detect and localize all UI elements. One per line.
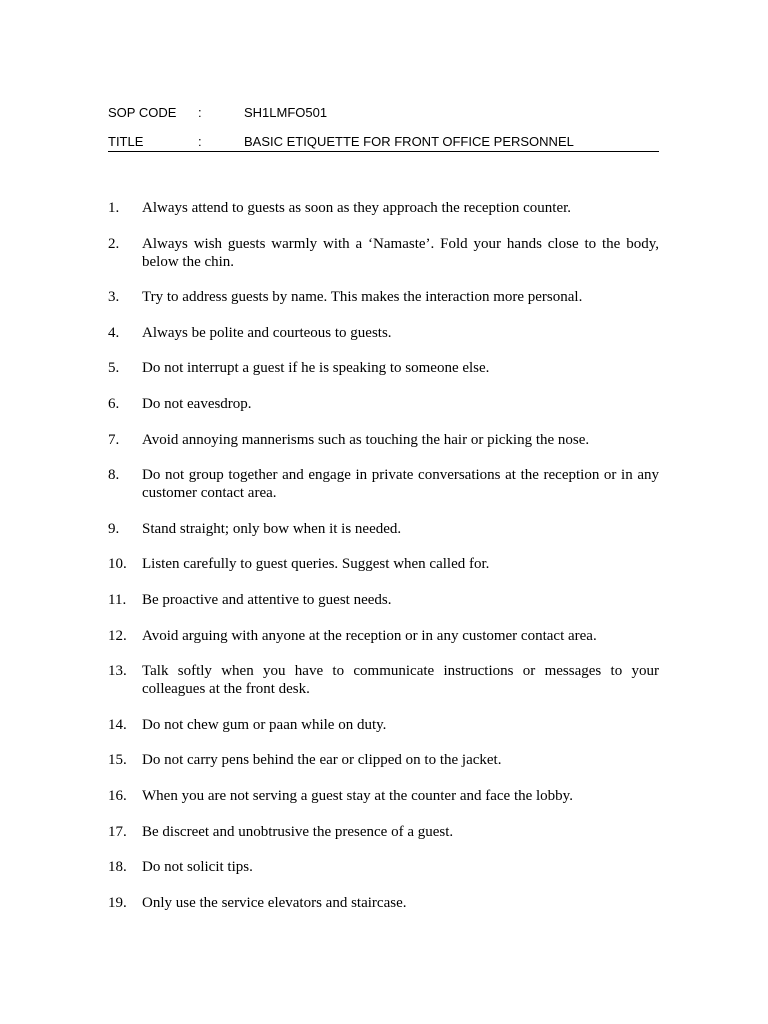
list-item xyxy=(108,894,659,912)
list-item xyxy=(108,787,659,805)
list-item xyxy=(108,359,659,377)
list-item xyxy=(108,235,659,271)
item-number: 8. xyxy=(108,467,120,484)
item-text: Be proactive and attentive to guest needs. xyxy=(142,591,392,608)
item-number: 4. xyxy=(108,324,120,341)
item-number: 5. xyxy=(108,360,120,377)
item-text: Talk softly when you have to communicate instructions or messages to your colleagues at the front desk. xyxy=(142,663,659,698)
list-item xyxy=(108,555,659,573)
list-item xyxy=(108,751,659,769)
item-text: When you are not serving a guest stay at the counter and face the lobby. xyxy=(142,787,573,804)
item-number: 15. xyxy=(108,752,127,769)
item-number: 16. xyxy=(108,787,127,804)
item-text: Always be polite and courteous to guests. xyxy=(142,324,392,341)
item-number: 17. xyxy=(108,823,127,840)
item-number: 10. xyxy=(108,556,127,573)
item-number: 14. xyxy=(108,716,127,733)
list-item xyxy=(108,324,659,342)
title-colon: : xyxy=(198,134,202,149)
item-text: Do not chew gum or paan while on duty. xyxy=(142,716,387,733)
item-number: 2. xyxy=(108,235,120,252)
item-number: 18. xyxy=(108,859,127,876)
item-text: Listen carefully to guest queries. Suggest when called for. xyxy=(142,556,490,573)
item-number: 9. xyxy=(108,520,120,537)
item-text: Be discreet and unobtrusive the presence of a guest. xyxy=(142,823,454,840)
item-text: Do not eavesdrop. xyxy=(142,395,252,412)
list-item xyxy=(108,662,659,698)
list-item xyxy=(108,199,659,217)
item-text: Try to address guests by name. This makes the interaction more personal. xyxy=(142,289,583,306)
list-item xyxy=(108,288,659,306)
title-row xyxy=(108,133,659,150)
item-text: Do not solicit tips. xyxy=(142,859,253,876)
item-text: Do not interrupt a guest if he is speaking to someone else. xyxy=(142,360,490,377)
item-text: Stand straight; only bow when it is needed. xyxy=(142,520,402,537)
sop-code-row xyxy=(108,104,659,121)
sop-header xyxy=(108,104,659,152)
item-text: Only use the service elevators and staircase. xyxy=(142,894,407,911)
etiquette-list xyxy=(108,199,659,929)
header-rule xyxy=(108,151,659,152)
list-item xyxy=(108,823,659,841)
list-item xyxy=(108,858,659,876)
item-text: Always attend to guests as soon as they approach the reception counter. xyxy=(142,200,572,216)
item-number: 11. xyxy=(108,591,127,608)
item-number: 1. xyxy=(108,200,120,216)
item-text: Do not carry pens behind the ear or clipped on to the jacket. xyxy=(142,752,502,769)
list-item xyxy=(108,520,659,538)
item-number: 19. xyxy=(108,894,127,911)
list-item xyxy=(108,466,659,502)
title-value: BASIC ETIQUETTE FOR FRONT OFFICE PERSONNEL xyxy=(244,134,574,149)
list-item xyxy=(108,431,659,449)
sop-code-label: SOP CODE xyxy=(108,105,177,120)
list-item xyxy=(108,591,659,609)
item-number: 12. xyxy=(108,627,127,644)
list-item xyxy=(108,716,659,734)
sop-code-colon: : xyxy=(198,105,202,120)
item-text: Avoid arguing with anyone at the reception or in any customer contact area. xyxy=(142,627,597,644)
item-number: 7. xyxy=(108,431,120,448)
item-number: 3. xyxy=(108,289,120,306)
list-item xyxy=(108,395,659,413)
list-item xyxy=(108,627,659,645)
item-number: 6. xyxy=(108,395,120,412)
item-text: Avoid annoying mannerisms such as touching the hair or picking the nose. xyxy=(142,431,590,448)
item-text: Always wish guests warmly with a ‘Namaste’. Fold your hands close to the body, below the chin. xyxy=(142,235,659,270)
item-number: 13. xyxy=(108,663,127,680)
item-text: Do not group together and engage in private conversations at the reception or in any customer contact area. xyxy=(142,467,659,502)
sop-code-value: SH1LMFO501 xyxy=(244,105,328,120)
title-label: TITLE xyxy=(108,134,144,149)
